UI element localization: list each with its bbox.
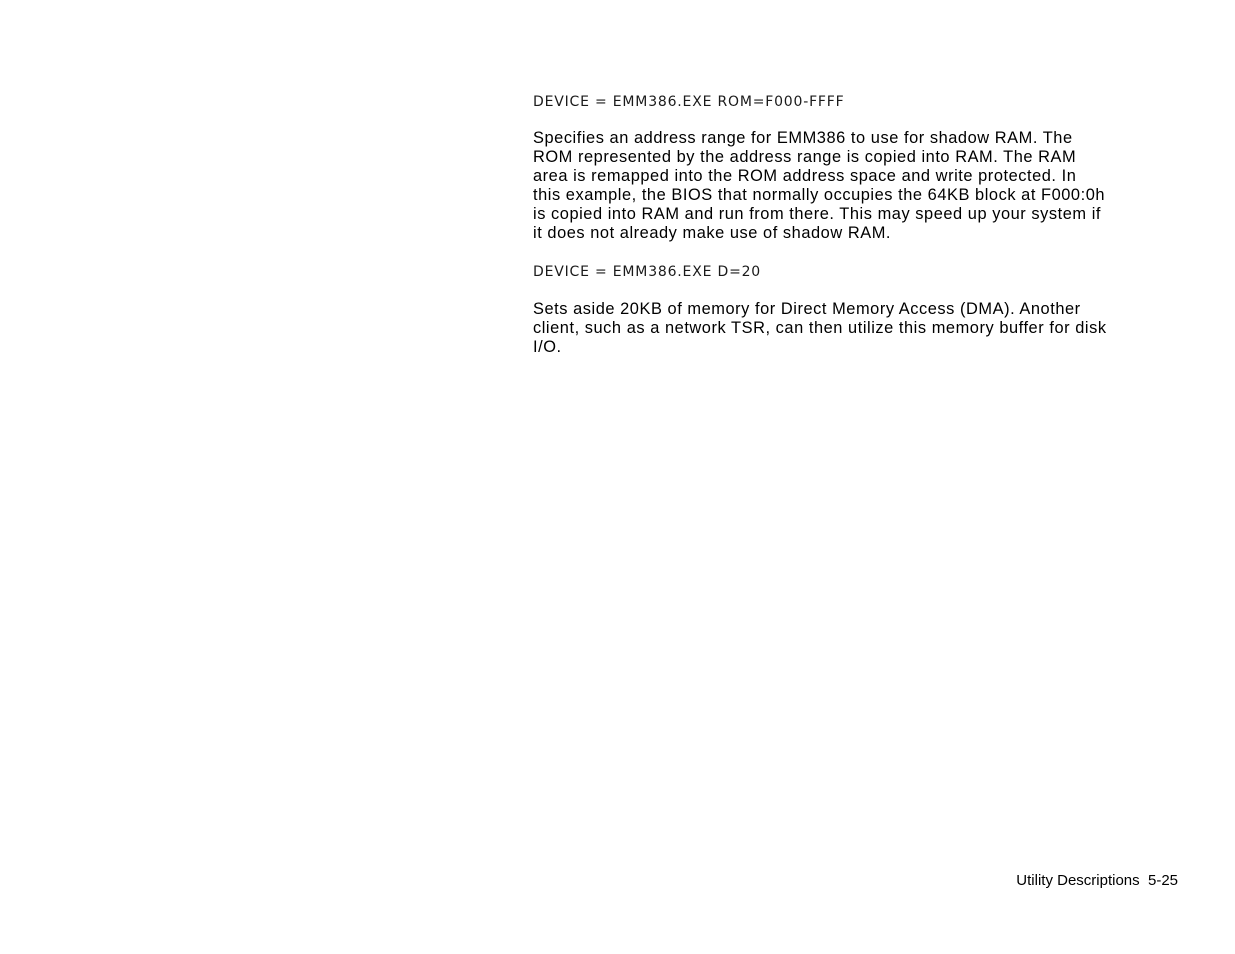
description-line: client, such as a network TSR, can then utilize this memory buffer for disk [533, 319, 1107, 337]
description-line: Specifies an address range for EMM386 to use for shadow RAM. The [533, 129, 1073, 147]
description-line: this example, the BIOS that normally occupies the 64KB block at F000:0h [533, 186, 1106, 204]
description-line: I/O. [533, 338, 562, 356]
page-footer: Utility Descriptions 5-25 [1016, 872, 1178, 889]
document-content [533, 92, 1183, 357]
description-line: Sets aside 20KB of memory for Direct Memory Access (DMA). Another [533, 300, 1081, 318]
description-line: it does not already make use of shadow RAM. [533, 224, 892, 242]
description-dma [533, 300, 1183, 357]
description-line: area is remapped into the ROM address space and write protected. In [533, 167, 1077, 185]
command-line-dma: DEVICE = EMM386.EXE D=20 [533, 264, 762, 280]
description-rom [533, 129, 1183, 243]
command-line-rom: DEVICE = EMM386.EXE ROM=F000-FFFF [533, 94, 845, 110]
description-line: is copied into RAM and run from there. This may speed up your system if [533, 205, 1102, 223]
description-line: ROM represented by the address range is copied into RAM. The RAM [533, 148, 1077, 166]
